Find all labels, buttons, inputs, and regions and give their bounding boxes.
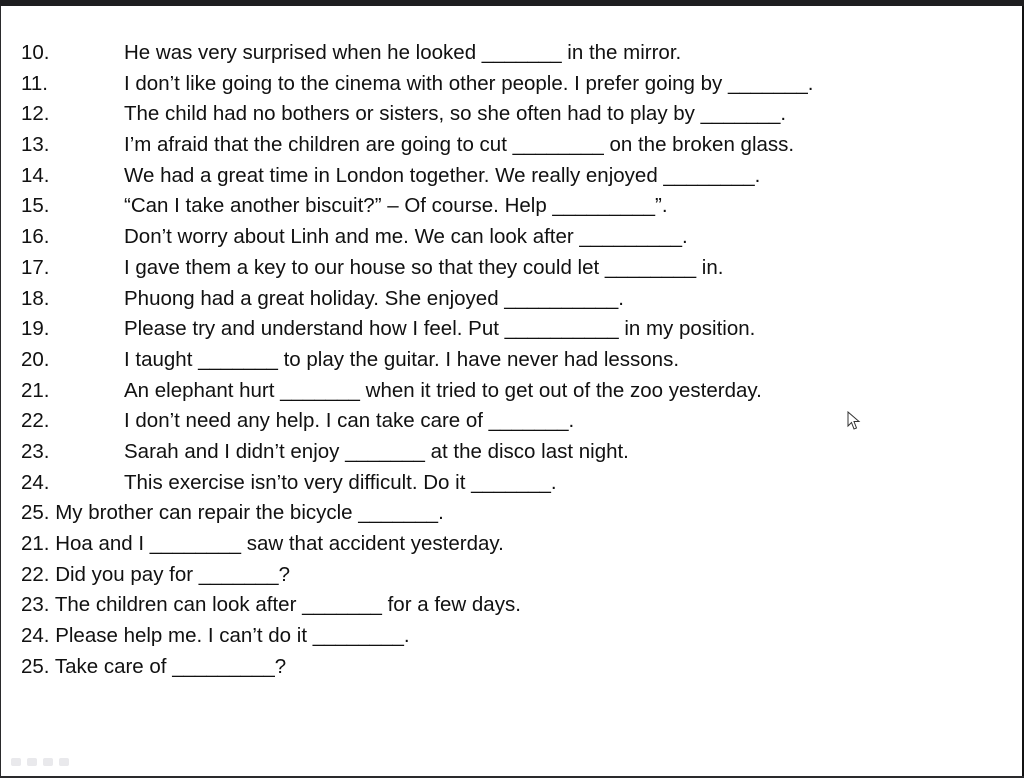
list-item	[1, 284, 1001, 315]
list-item	[1, 314, 1001, 345]
list-item	[1, 130, 1001, 161]
list-item	[1, 253, 1001, 284]
pen-tool-button[interactable]	[27, 758, 37, 766]
list-item	[1, 437, 1001, 468]
item-number: 20.	[21, 347, 50, 371]
item-sentence: I gave them a key to our house so that they could let ________ in.	[124, 255, 724, 279]
item-sentence: Please try and understand how I feel. Put __________ in my position.	[124, 317, 756, 341]
item-sentence: 22. Did you pay for _______?	[21, 562, 290, 586]
item-sentence: Sarah and I didn’t enjoy _______ at the disco last night.	[124, 439, 629, 463]
item-number: 16.	[21, 225, 50, 249]
exercise-list	[1, 38, 1001, 682]
list-item	[1, 69, 1001, 100]
item-sentence: Don’t worry about Linh and me. We can look after _________.	[124, 225, 688, 249]
list-item	[1, 652, 1001, 683]
item-sentence: An elephant hurt _______ when it tried to get out of the zoo yesterday.	[124, 378, 762, 402]
item-sentence: 25. My brother can repair the bicycle _______.	[21, 501, 444, 525]
item-number: 15.	[21, 194, 50, 218]
item-sentence: 24. Please help me. I can’t do it ________.	[21, 624, 410, 648]
item-number: 11.	[21, 71, 48, 95]
presentation-toolbar	[11, 758, 69, 766]
item-number: 17.	[21, 255, 50, 279]
list-item	[1, 222, 1001, 253]
item-sentence: I taught _______ to play the guitar. I have never had lessons.	[124, 347, 680, 371]
list-item	[1, 560, 1001, 591]
item-sentence: The child had no bothers or sisters, so she often had to play by _______.	[124, 102, 787, 126]
item-number: 21.	[21, 378, 50, 402]
prev-slide-button[interactable]	[11, 758, 21, 766]
item-sentence: He was very surprised when he looked _______ in the mirror.	[124, 41, 682, 64]
item-number: 22.	[21, 409, 50, 433]
item-number: 10.	[21, 41, 50, 64]
item-sentence: “Can I take another biscuit?” – Of course. Help _________”.	[124, 194, 668, 218]
list-item	[1, 38, 1001, 69]
item-number: 14.	[21, 163, 50, 187]
list-item	[1, 590, 1001, 621]
item-sentence: We had a great time in London together. We really enjoyed ________.	[124, 163, 761, 187]
item-sentence: I don’t need any help. I can take care of _______.	[124, 409, 575, 433]
list-item	[1, 161, 1001, 192]
document-page	[1, 6, 1024, 776]
list-item	[1, 498, 1001, 529]
list-item	[1, 191, 1001, 222]
item-sentence: I don’t like going to the cinema with other people. I prefer going by _______.	[124, 71, 814, 95]
mouse-cursor-icon	[847, 411, 861, 431]
item-sentence: This exercise isn’to very difficult. Do it _______.	[124, 470, 557, 494]
item-number: 18.	[21, 286, 50, 310]
item-number: 24.	[21, 470, 50, 494]
item-sentence: I’m afraid that the children are going to cut ________ on the broken glass.	[124, 133, 795, 157]
list-item	[1, 345, 1001, 376]
list-item	[1, 99, 1001, 130]
item-number: 23.	[21, 439, 50, 463]
list-item	[1, 376, 1001, 407]
menu-button[interactable]	[43, 758, 53, 766]
item-number: 12.	[21, 102, 50, 126]
item-sentence: Phuong had a great holiday. She enjoyed __________.	[124, 286, 625, 310]
next-slide-button[interactable]	[59, 758, 69, 766]
item-sentence: 21. Hoa and I ________ saw that accident yesterday.	[21, 532, 504, 555]
item-number: 19.	[21, 317, 50, 341]
list-item	[1, 468, 1001, 499]
item-sentence: 25. Take care of _________?	[21, 654, 287, 678]
list-item	[1, 529, 1001, 560]
item-number: 13.	[21, 133, 50, 157]
item-sentence: 23. The children can look after _______ for a few days.	[21, 593, 521, 617]
list-item	[1, 621, 1001, 652]
